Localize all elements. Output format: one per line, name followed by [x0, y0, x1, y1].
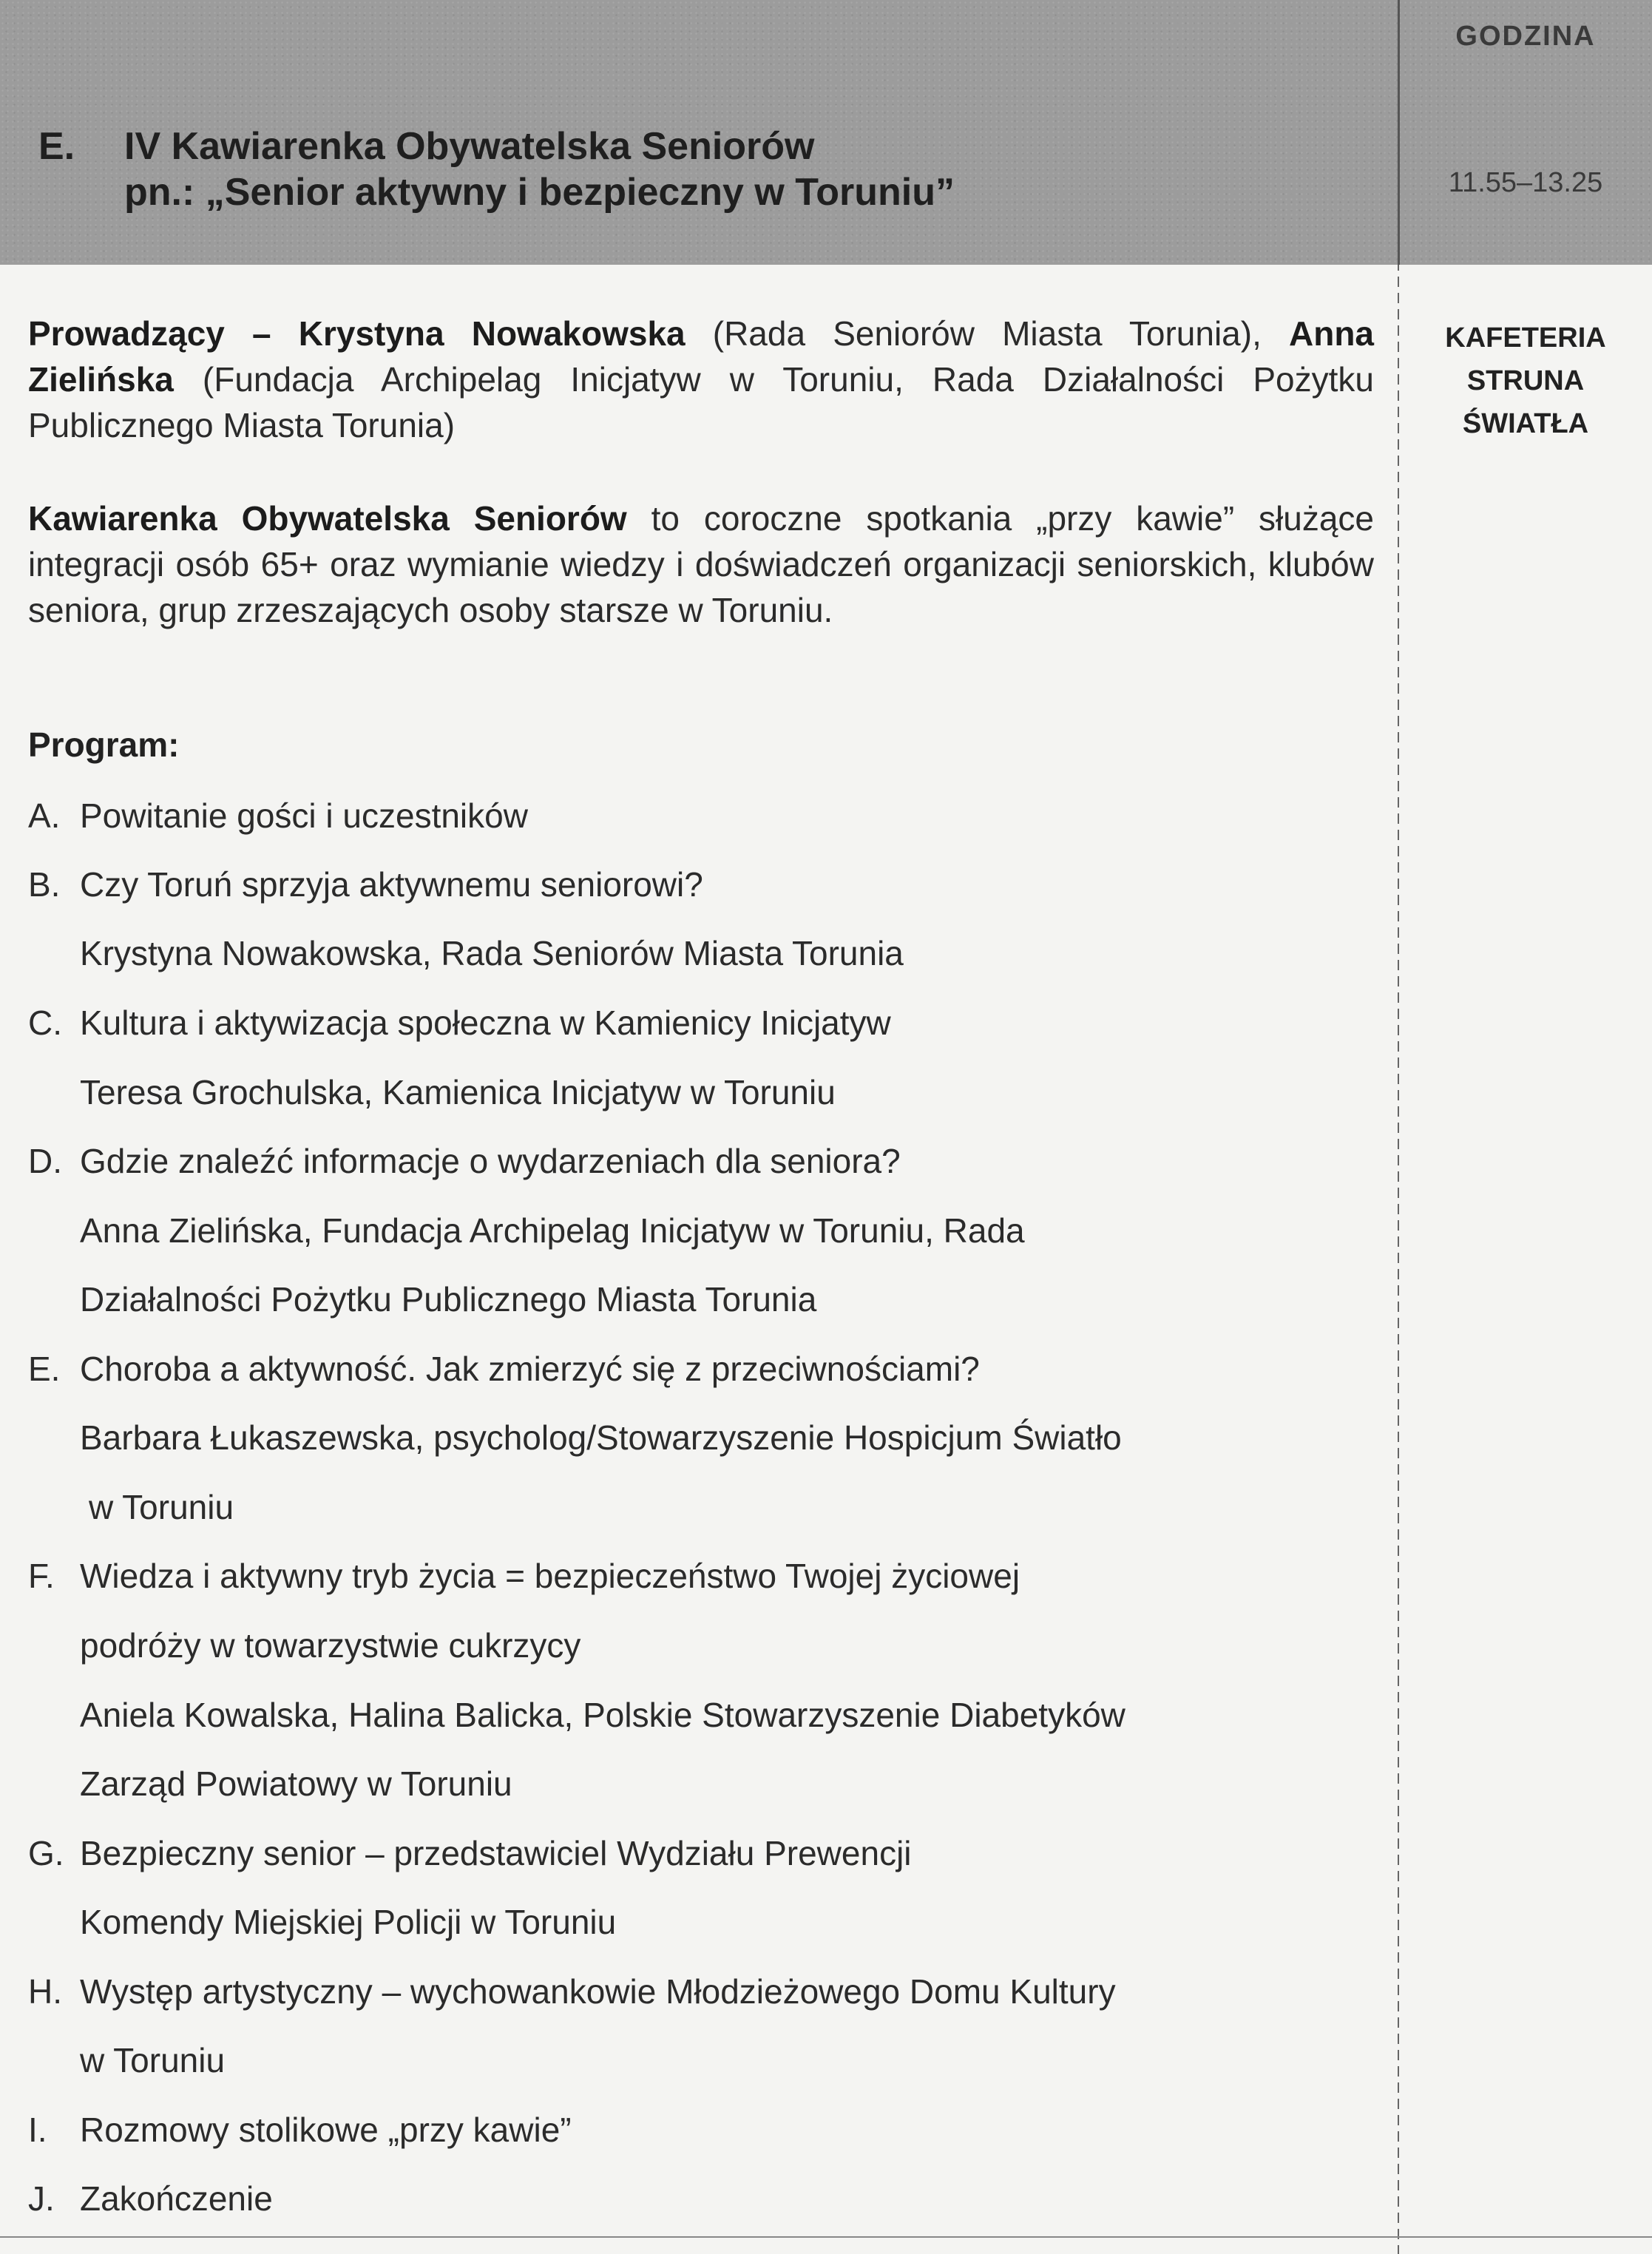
location-line3: ŚWIATŁA — [1462, 408, 1589, 439]
item-title: Choroba a aktywność. Jak zmierzyć się z przeciwnościami? — [80, 1350, 980, 1388]
program-item-b — [28, 862, 1374, 907]
program-item-e — [28, 1346, 1374, 1392]
program-item-g — [28, 1830, 1374, 1876]
item-title: Czy Toruń sprzyja aktywnemu seniorowi? — [80, 865, 703, 904]
item-speaker: Barbara Łukaszewska, psycholog/Stowarzyszenie Hospicjum Światło — [80, 1418, 1122, 1457]
program-item-f — [28, 1553, 1374, 1599]
item-title-cont: Komendy Miejskiej Policji w Toruniu — [80, 1903, 617, 1941]
item-title-cont: podróży w towarzystwie cukrzycy — [80, 1626, 581, 1665]
section-title-line2: pn.: „Senior aktywny i bezpieczny w Toruniu” — [124, 171, 955, 214]
item-title: Rozmowy stolikowe „przy kawie” — [80, 2111, 572, 2149]
hosts-paragraph — [28, 311, 1374, 448]
program-label: Program: — [28, 725, 180, 764]
item-title: Powitanie gości i uczestników — [80, 796, 528, 835]
item-speaker: Anna Zielińska, Fundacja Archipelag Inicjatyw w Toruniu, Rada — [80, 1211, 1025, 1250]
item-title-cont: w Toruniu — [80, 2041, 226, 2079]
item-letter: D. — [28, 1142, 62, 1180]
bottom-rule — [0, 2236, 1652, 2238]
item-letter: E. — [28, 1350, 61, 1388]
item-speaker: Aniela Kowalska, Halina Balicka, Polskie Stowarzyszenie Diabetyków — [80, 1696, 1125, 1734]
item-letter: A. — [28, 796, 61, 835]
section-letter: E. — [38, 125, 75, 168]
host1-affiliation: (Rada Seniorów Miasta Torunia), — [685, 314, 1262, 353]
item-speaker: Krystyna Nowakowska, Rada Seniorów Miasta Torunia — [80, 934, 904, 972]
description-text: to coroczne spotkania „przy kawie” służące integracji osób 65+ oraz wymianie wiedzy i doświadczeń organizacji seniorskich, klubów seniora, grup zrzeszających osoby starsze w Toruniu. — [28, 499, 1374, 629]
header-column-divider — [1398, 0, 1400, 265]
item-title: Występ artystyczny – wychowankowie Młodzieżowego Domu Kultury — [80, 1972, 1116, 2011]
program-item-d — [28, 1138, 1374, 1184]
hosts-label: Prowadzący – Krystyna Nowakowska — [28, 314, 685, 353]
item-letter: B. — [28, 865, 61, 904]
program-item-j — [28, 2176, 1374, 2221]
program-item-a — [28, 793, 1374, 839]
item-letter: F. — [28, 1557, 55, 1595]
item-title: Gdzie znaleźć informacje o wydarzeniach dla seniora? — [80, 1142, 901, 1180]
location-line2: STRUNA — [1466, 365, 1585, 396]
item-speaker-cont: w Toruniu — [89, 1488, 234, 1526]
item-title: Zakończenie — [80, 2179, 273, 2218]
description-paragraph — [28, 495, 1374, 633]
item-title: Wiedza i aktywny tryb życia = bezpieczeństwo Twojej życiowej — [80, 1557, 1020, 1595]
host2-name: Anna Zielińska — [28, 314, 1374, 399]
item-speaker: Teresa Grochulska, Kamienica Inicjatyw w Toruniu — [80, 1073, 836, 1111]
item-letter: H. — [28, 1972, 62, 2011]
item-speaker-cont: Działalności Pożytku Publicznego Miasta Torunia — [80, 1280, 817, 1319]
host2-affiliation: (Fundacja Archipelag Inicjatyw w Toruniu, Rada Działalności Pożytku Publicznego Miasta Torunia) — [28, 360, 1374, 444]
description-lead: Kawiarenka Obywatelska Seniorów — [28, 499, 627, 538]
program-item-i — [28, 2107, 1374, 2153]
item-letter: J. — [28, 2179, 55, 2218]
session-time: 11.55–13.25 — [1448, 167, 1603, 198]
program-item-c — [28, 1000, 1374, 1046]
location-line1: KAFETERIA — [1445, 322, 1606, 353]
program-item-h — [28, 1969, 1374, 2014]
item-letter: G. — [28, 1834, 64, 1872]
session-location — [1399, 317, 1652, 445]
time-column-header: GODZINA — [1455, 21, 1596, 52]
item-letter: C. — [28, 1004, 62, 1042]
item-letter: I. — [28, 2111, 47, 2149]
item-speaker-cont: Zarząd Powiatowy w Toruniu — [80, 1764, 512, 1803]
section-title-line1: IV Kawiarenka Obywatelska Seniorów — [124, 125, 815, 168]
item-title: Kultura i aktywizacja społeczna w Kamienicy Inicjatyw — [80, 1004, 891, 1042]
item-title: Bezpieczny senior – przedstawiciel Wydziału Prewencji — [80, 1834, 912, 1872]
